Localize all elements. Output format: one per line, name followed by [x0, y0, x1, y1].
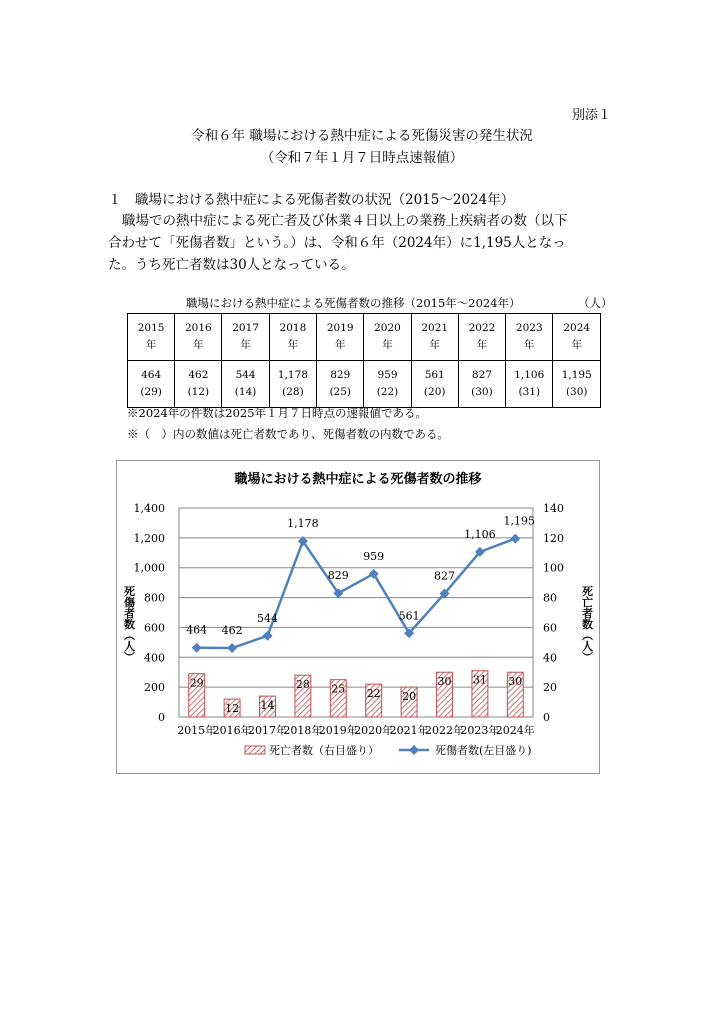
line-label: 1,178: [287, 517, 319, 531]
casualty-chart: [117, 461, 599, 773]
total-value: 1,178: [277, 369, 308, 381]
x-tick-label: 2023年: [460, 724, 500, 737]
y-tick-label: 800: [144, 591, 165, 605]
bar-label: 29: [189, 676, 204, 690]
line-label: 829: [327, 569, 349, 583]
table-year-cell: [553, 314, 601, 361]
section-heading: １ 職場における熱中症による死傷者数の状況（2015〜2024年）: [108, 192, 515, 208]
death-value: (12): [187, 386, 210, 398]
y2-tick-label: 0: [543, 711, 550, 724]
x-tick-label: 2015年: [177, 724, 217, 737]
bar-label: 20: [402, 690, 417, 704]
casualty-table: [127, 313, 601, 408]
table-header-row: [128, 314, 601, 361]
table-note: ※（ ）内の数値は死亡者数であり、死傷者数の内数である。: [127, 427, 449, 441]
table-year-cell: [364, 314, 411, 361]
paragraph-line: 合わせて「死傷者数」という。）は、令和６年（2024年）に1,195人となっ: [108, 235, 566, 251]
line-point: [263, 631, 273, 641]
x-tick-label: 2018年: [283, 724, 323, 737]
table-value-cell: [458, 361, 505, 408]
y-tick-label: 200: [144, 681, 165, 695]
death-value: (31): [518, 386, 541, 398]
total-value: 827: [471, 369, 492, 381]
table-value-cell: [317, 361, 364, 408]
table-value-cell: [364, 361, 411, 408]
year-suffix: 年: [429, 339, 440, 351]
x-tick-label: 2016年: [212, 724, 252, 737]
legend-swatch-bar: [245, 746, 265, 754]
y2-tick-label: 60: [543, 621, 557, 635]
chart-frame: [116, 460, 600, 774]
paragraph-line: 職場での熱中症による死亡者及び休業４日以上の業務上疾病者の数（以下: [122, 213, 568, 229]
table-value-cell: [128, 361, 175, 408]
attachment-label: 別添１: [572, 108, 612, 123]
y2-tick-label: 140: [543, 502, 564, 515]
line-label: 464: [186, 623, 208, 637]
total-value: 829: [330, 369, 351, 381]
death-value: (14): [234, 386, 257, 398]
death-value: (30): [471, 386, 493, 398]
y-tick-label: 1,000: [133, 561, 165, 575]
y2-tick-label: 120: [543, 531, 564, 545]
year-text: 2023: [515, 322, 543, 334]
legend-label: 死亡者数（右目盛り）: [269, 744, 379, 757]
table-value-cell: [553, 361, 601, 408]
y2-tick-label: 80: [543, 591, 557, 605]
year-text: 2018: [279, 322, 307, 334]
y2-tick-label: 100: [543, 561, 564, 575]
x-tick-label: 2020年: [354, 724, 394, 737]
line-label: 462: [221, 624, 243, 638]
year-text: 2020: [374, 322, 401, 334]
death-value: (30): [565, 386, 588, 398]
total-value: 1,195: [561, 369, 592, 381]
table-value-cell: [269, 361, 316, 408]
year-text: 2017: [232, 322, 259, 334]
total-value: 464: [141, 369, 162, 381]
y2-tick-label: 40: [543, 651, 557, 665]
year-text: 2021: [421, 322, 449, 334]
x-tick-label: 2019年: [318, 724, 358, 737]
chart-title: 職場における熱中症による死傷者数の推移: [234, 472, 482, 487]
y2-tick-label: 20: [543, 681, 557, 695]
death-value: (20): [423, 386, 446, 398]
year-suffix: 年: [524, 339, 535, 351]
table-year-cell: [411, 314, 458, 361]
year-suffix: 年: [145, 339, 157, 351]
total-value: 959: [377, 369, 398, 381]
legend-label: 死傷者数(左目盛り): [435, 744, 532, 757]
page-subtitle: （令和７年１月７日時点速報値）: [260, 150, 464, 166]
total-value: 561: [424, 369, 445, 381]
section-paragraph: [108, 210, 608, 276]
y-tick-label: 1,200: [133, 531, 165, 545]
table-value-cell: [222, 361, 269, 408]
line-label: 1,195: [503, 514, 536, 528]
legend-swatch-marker: [409, 745, 419, 755]
table-value-cell: [506, 361, 553, 408]
table-year-cell: [458, 314, 505, 361]
table-values-row: [128, 361, 601, 408]
x-tick-label: 2017年: [248, 724, 287, 737]
line-point: [192, 643, 202, 653]
paragraph-line: た。うち死亡者数は30人となっている。: [108, 257, 355, 273]
y-tick-label: 0: [158, 711, 165, 724]
page-title: 令和６年 職場における熱中症による死傷災害の発生状況: [191, 128, 533, 144]
year-suffix: 年: [476, 339, 488, 351]
total-value: 462: [188, 369, 209, 381]
year-text: 2022: [468, 322, 496, 334]
line-label: 959: [363, 549, 385, 563]
bar-label: 25: [331, 682, 346, 696]
line-label: 561: [398, 609, 420, 623]
total-value: 544: [235, 369, 256, 381]
year-suffix: 年: [287, 339, 299, 351]
bar-label: 14: [260, 699, 275, 713]
year-text: 2019: [326, 322, 354, 334]
table-year-cell: [269, 314, 316, 361]
line-point: [510, 534, 520, 544]
year-suffix: 年: [240, 339, 251, 351]
year-text: 2024: [563, 322, 591, 334]
table-year-cell: [222, 314, 269, 361]
year-suffix: 年: [193, 339, 204, 351]
year-text: 2015: [137, 322, 165, 334]
y2-axis-label: 死亡者数（人）: [580, 585, 594, 663]
bar-label: 30: [437, 675, 452, 689]
year-text: 2016: [184, 322, 212, 334]
table-year-cell: [175, 314, 222, 361]
death-value: (29): [140, 386, 162, 398]
year-suffix: 年: [334, 339, 346, 351]
line-label: 1,106: [464, 527, 496, 541]
table-year-cell: [128, 314, 175, 361]
line-label: 827: [434, 569, 455, 583]
y-tick-label: 1,400: [133, 502, 165, 515]
table-year-cell: [317, 314, 364, 361]
death-value: (25): [329, 386, 352, 398]
table-year-cell: [506, 314, 553, 361]
total-value: 1,106: [514, 369, 545, 381]
line-label: 544: [257, 611, 278, 625]
y-tick-label: 600: [144, 621, 165, 635]
year-suffix: 年: [382, 339, 393, 351]
bar-label: 28: [295, 678, 310, 692]
table-value-cell: [175, 361, 222, 408]
series-line: [197, 539, 516, 648]
death-value: (28): [282, 386, 304, 398]
y-tick-label: 400: [144, 651, 165, 665]
year-suffix: 年: [571, 339, 582, 351]
x-tick-label: 2021年: [389, 724, 429, 737]
y-axis-label: 死傷者数（人）: [122, 585, 136, 663]
death-value: (22): [376, 386, 399, 398]
bar-label: 22: [366, 687, 381, 701]
bar-label: 12: [225, 702, 240, 716]
bar-label: 31: [472, 673, 487, 687]
table-caption: 職場における熱中症による死傷者数の推移（2015年〜2024年）: [186, 296, 521, 310]
table-value-cell: [411, 361, 458, 408]
x-tick-label: 2022年: [425, 724, 464, 737]
table-note: ※2024年の件数は2025年１月７日時点の速報値である。: [127, 406, 428, 420]
bar-label: 30: [508, 675, 523, 689]
table-unit: （人）: [578, 296, 613, 310]
line-point: [227, 643, 237, 653]
x-tick-label: 2024年: [495, 724, 535, 737]
